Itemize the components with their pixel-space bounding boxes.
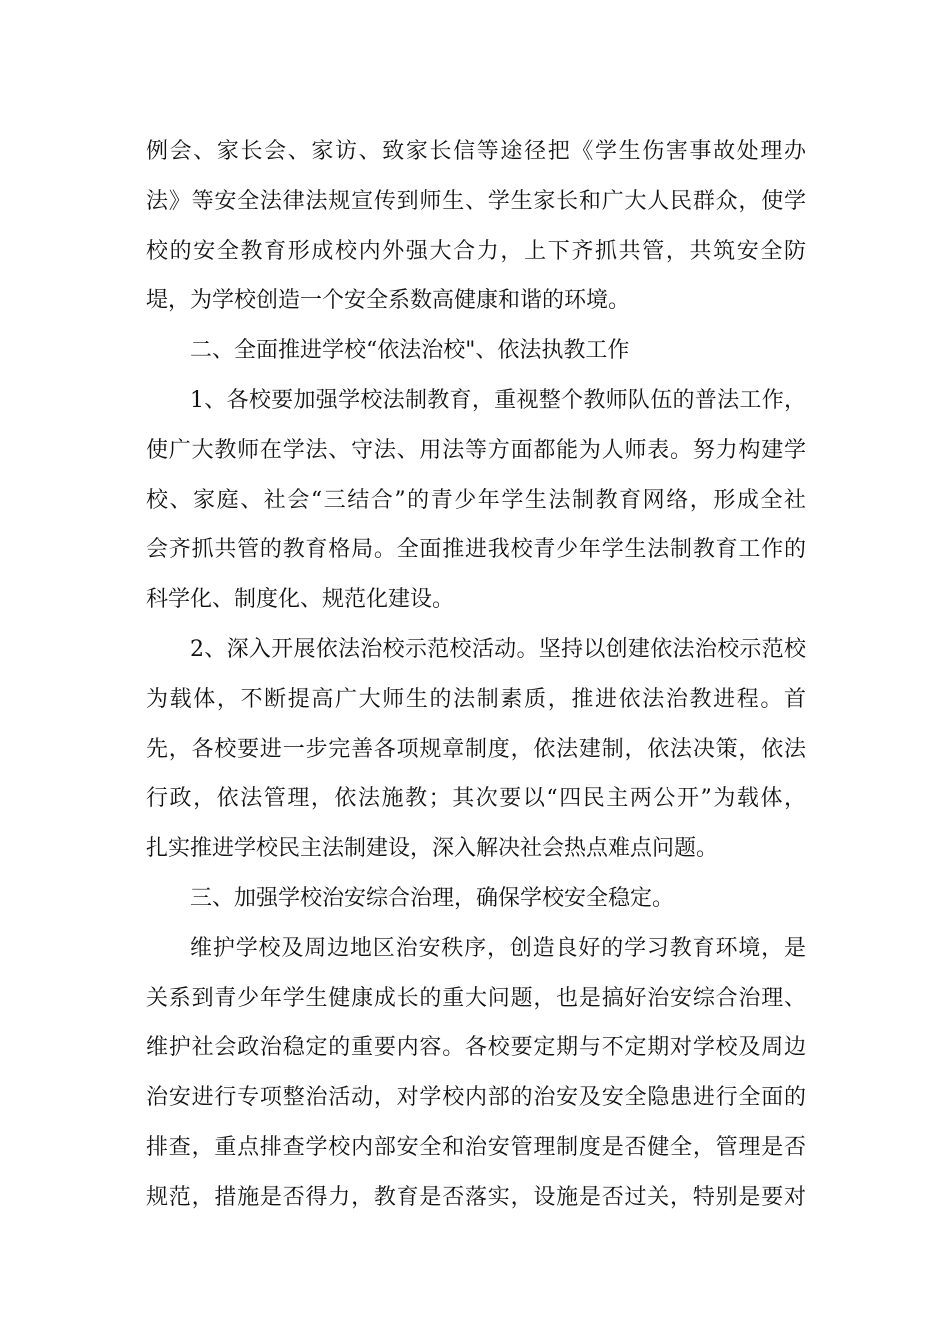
- section-heading-3: [146, 874, 806, 924]
- text-line: 2、深入开展依法治校示范校活动。坚持以创建依法治校示范校: [190, 636, 806, 662]
- text-line: 维护社会政治稳定的重要内容。各校要定期与不定期对学校及周边: [146, 1035, 806, 1061]
- text-line: 会齐抓共管的教育格局。全面推进我校青少年学生法制教育工作的: [146, 537, 806, 563]
- text-line: 堤，为学校创造一个安全系数高健康和谐的环境。: [146, 288, 631, 314]
- document-body: [146, 127, 806, 1223]
- paragraph-1: [146, 127, 806, 326]
- paragraph-2-2: [146, 625, 806, 874]
- text-line: 治安进行专项整治活动，对学校内部的治安及安全隐患进行全面的: [146, 1085, 806, 1111]
- text-line: 校的安全教育形成校内外强大合力，上下齐抓共管，共筑安全防: [146, 238, 806, 264]
- text-line: 行政，依法管理，依法施教；其次要以“四民主两公开”为载体，: [146, 786, 806, 812]
- text-line: 为载体，不断提高广大师生的法制素质，推进依法治教进程。首: [146, 686, 806, 712]
- paragraph-2-1: [146, 376, 806, 625]
- text-line: 规范，措施是否得力，教育是否落实，设施是否过关，特别是要对: [146, 1184, 806, 1210]
- text-line: 关系到青少年学生健康成长的重大问题，也是搞好治安综合治理、: [146, 985, 806, 1011]
- text-line: 1、各校要加强学校法制教育，重视整个教师队伍的普法工作，: [190, 387, 806, 413]
- paragraph-3: [146, 924, 806, 1223]
- text-line: 排查，重点排查学校内部安全和治安管理制度是否健全，管理是否: [146, 1134, 806, 1160]
- heading-line: 三、加强学校治安综合治理，确保学校安全稳定。: [190, 885, 675, 911]
- text-line: 法》等安全法律法规宣传到师生、学生家长和广大人民群众，使学: [146, 188, 806, 214]
- section-heading-2: [146, 326, 806, 376]
- text-line: 例会、家长会、家访、致家长信等途径把《学生伤害事故处理办: [146, 139, 806, 164]
- text-line: 使广大教师在学法、守法、用法等方面都能为人师表。努力构建学: [146, 437, 806, 463]
- text-line: 先，各校要进一步完善各项规章制度，依法建制，依法决策，依法: [146, 736, 806, 762]
- text-line: 维护学校及周边地区治安秩序，创造良好的学习教育环境，是: [190, 935, 806, 961]
- text-line: 校、家庭、社会“三结合”的青少年学生法制教育网络，形成全社: [146, 487, 806, 513]
- heading-line: 二、全面推进学校“依法治校"、依法执教工作: [190, 338, 630, 364]
- text-line: 扎实推进学校民主法制建设，深入解决社会热点难点问题。: [146, 836, 719, 862]
- text-line: 科学化、制度化、规范化建设。: [146, 587, 455, 613]
